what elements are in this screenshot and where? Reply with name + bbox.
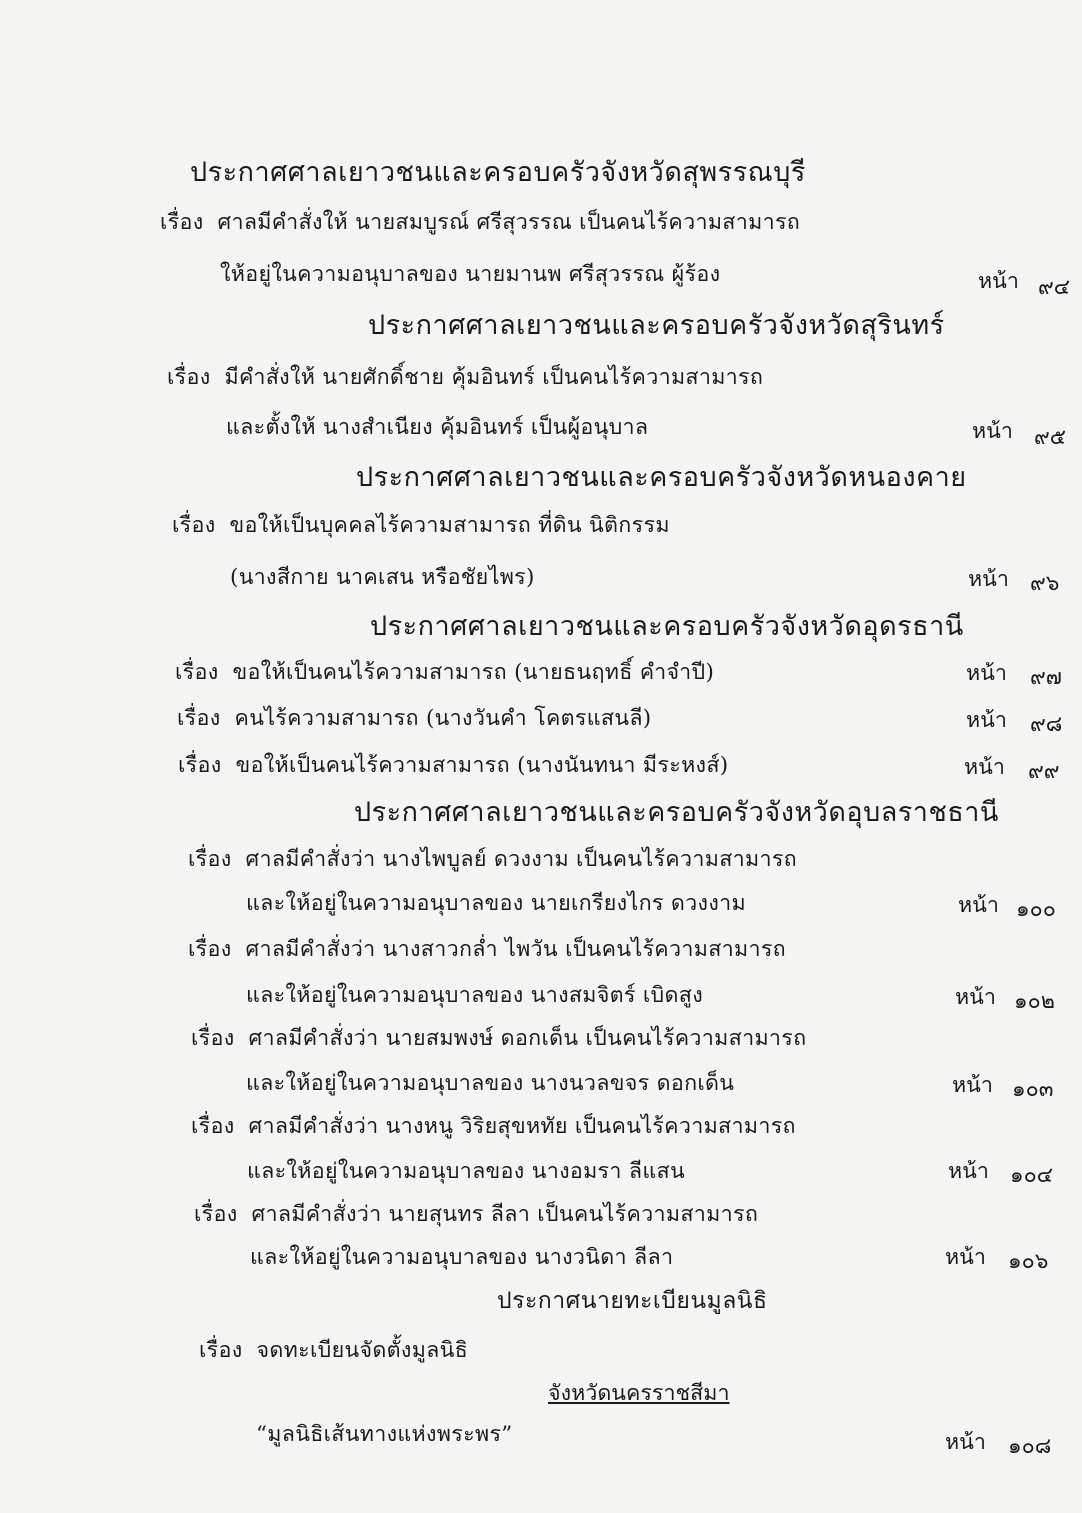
entry-line-1: เรื่อง ศาลมีคำสั่งว่า นายสุนทร ลีลา เป็นคนไร้ความสามารถ: [194, 1202, 759, 1227]
page-number: ๙๘: [1030, 712, 1063, 737]
subject-label: เรื่อง: [177, 706, 221, 731]
subject-label: เรื่อง: [191, 1114, 235, 1139]
page-number: ๑๐๔: [1010, 1163, 1054, 1188]
page-label: หน้า: [964, 755, 1005, 780]
entry-line-1: เรื่อง ขอให้เป็นคนไร้ความสามารถ (นางนันทนา มีระหงส์): [178, 753, 729, 778]
page-number: ๑๐๓: [1012, 1077, 1054, 1102]
entry-line-2: และให้อยู่ในความอนุบาลของ นางอมรา ลีแสน: [247, 1159, 685, 1184]
subject-label: เรื่อง: [188, 847, 232, 872]
page-label: หน้า: [945, 1245, 986, 1270]
page-number: ๙๗: [1030, 665, 1062, 690]
section-heading: ประกาศศาลเยาวชนและครอบครัวจังหวัดสุพรรณบุรี: [190, 157, 806, 188]
entry-line-1: เรื่อง ศาลมีคำสั่งว่า นางสาวกล่ำ ไพวัน เป็นคนไร้ความสามารถ: [188, 937, 787, 962]
entry-line-1: เรื่อง ศาลมีคำสั่งว่า นายสมพงษ์ ดอกเด็น เป็นคนไร้ความสามารถ: [191, 1026, 807, 1051]
entry-line-1: เรื่อง ศาลมีคำสั่งว่า นางไพบูลย์ ดวงงาม เป็นคนไร้ความสามารถ: [188, 847, 797, 872]
entry-line-1: เรื่อง มีคำสั่งให้ นายศักดิ์ชาย คุ้มอินทร์ เป็นคนไร้ความสามารถ: [167, 365, 764, 390]
page-label: หน้า: [968, 567, 1009, 592]
entry-line-1: เรื่อง ขอให้เป็นบุคคลไร้ความสามารถ ที่ดิน นิติกรรม: [172, 513, 670, 538]
entry-line-2: (นางสีกาย นาคเสน หรือชัยไพร): [230, 565, 535, 590]
subject-label: เรื่อง: [188, 937, 232, 962]
subject-label: เรื่อง: [194, 1202, 238, 1227]
page-label: หน้า: [966, 708, 1007, 733]
page-label: หน้า: [958, 893, 999, 918]
page-label: หน้า: [978, 269, 1019, 294]
section-heading: ประกาศนายทะเบียนมูลนิธิ: [497, 1288, 768, 1314]
subject-label: เรื่อง: [191, 1026, 235, 1051]
subject-label: เรื่อง: [160, 210, 204, 235]
subject-label: เรื่อง: [199, 1338, 243, 1363]
page-label: หน้า: [966, 661, 1007, 686]
foundation-name: “มูลนิธิเส้นทางแห่งพระพร”: [256, 1422, 513, 1447]
page-number: ๑๐๖: [1008, 1249, 1049, 1274]
entry-line-1: เรื่อง ขอให้เป็นคนไร้ความสามารถ (นายธนฤทธิ์ คำจำปี): [175, 660, 715, 685]
page-number: ๙๕: [1034, 425, 1067, 450]
subject-label: เรื่อง: [178, 753, 222, 778]
subject-label: เรื่อง: [175, 660, 219, 685]
page-number: ๑๐๒: [1014, 989, 1055, 1014]
entry-line-1: เรื่อง ศาลมีคำสั่งว่า นางหนู วิริยสุขหทัย เป็นคนไร้ความสามารถ: [191, 1114, 796, 1139]
subject-label: เรื่อง: [167, 365, 211, 390]
entry-line-2: และให้อยู่ในความอนุบาลของ นางนวลขจร ดอกเด็น: [246, 1071, 735, 1096]
page-label: หน้า: [945, 1430, 986, 1455]
section-heading: ประกาศศาลเยาวชนและครอบครัวจังหวัดอุบลราชธานี: [354, 797, 999, 828]
page-number: ๙๖: [1030, 571, 1060, 596]
section-heading: ประกาศศาลเยาวชนและครอบครัวจังหวัดหนองคาย: [356, 462, 967, 493]
section-heading: ประกาศศาลเยาวชนและครอบครัวจังหวัดสุรินทร์: [368, 310, 945, 341]
page-number: ๙๙: [1028, 759, 1060, 784]
section-heading: ประกาศศาลเยาวชนและครอบครัวจังหวัดอุดรธานี: [370, 611, 964, 642]
province-subheading: จังหวัดนครราชสีมา: [548, 1381, 730, 1406]
entry-line-2: และให้อยู่ในความอนุบาลของ นางสมจิตร์ เบิดสูง: [246, 983, 703, 1008]
page-label: หน้า: [948, 1159, 989, 1184]
page-number: ๑๐๐: [1016, 897, 1056, 922]
entry-line-2: และให้อยู่ในความอนุบาลของ นายเกรียงไกร ดวงงาม: [246, 891, 746, 916]
entry-line-1: เรื่อง ศาลมีคำสั่งให้ นายสมบูรณ์ ศรีสุวรรณ เป็นคนไร้ความสามารถ: [160, 210, 801, 235]
entry-line-2: และตั้งให้ นางสำเนียง คุ้มอินทร์ เป็นผู้อนุบาล: [226, 415, 649, 440]
page-label: หน้า: [952, 1073, 993, 1098]
entry-line-2: ให้อยู่ในความอนุบาลของ นายมานพ ศรีสุวรรณ ผู้ร้อง: [220, 262, 721, 287]
entry-line-2: และให้อยู่ในความอนุบาลของ นางวนิดา ลีลา: [250, 1245, 674, 1270]
subject-label: เรื่อง: [172, 513, 216, 538]
page-label: หน้า: [972, 419, 1013, 444]
page-number: ๑๐๘: [1008, 1434, 1052, 1459]
entry-line-1: เรื่อง คนไร้ความสามารถ (นางวันคำ โคตรแสนลี): [177, 706, 652, 731]
page-number: ๙๔: [1038, 275, 1071, 300]
page-label: หน้า: [955, 985, 996, 1010]
entry-line-1: เรื่อง จดทะเบียนจัดตั้งมูลนิธิ: [199, 1338, 469, 1363]
